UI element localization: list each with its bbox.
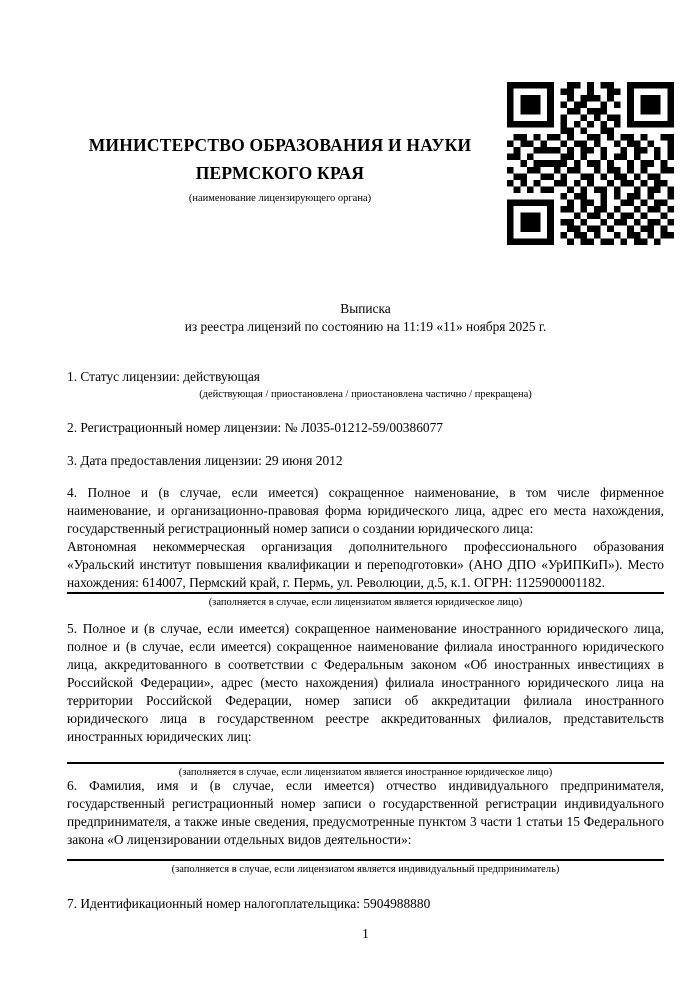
item-2-registration-number	[67, 419, 664, 437]
item-4-legal-entity	[67, 484, 664, 609]
item-3-license-date	[67, 452, 664, 470]
license-status-caption: (действующая / приостановлена / приостановлена частично / прекращена)	[199, 389, 532, 400]
document-title: Выписка	[340, 301, 391, 316]
document-title-block	[67, 300, 664, 336]
entrepreneur-blank-field	[67, 849, 664, 861]
ministry-name-line2: ПЕРМСКОГО КРАЯ	[195, 163, 365, 183]
ministry-name	[60, 131, 500, 187]
ministry-name-caption: (наименование лицензирующего органа)	[188, 193, 372, 204]
legal-entity-caption: (заполняется в случае, если лицензиатом является юридическое лицо)	[208, 597, 523, 608]
license-date-text: 3. Дата предоставления лицензии: 29 июня 2012	[67, 453, 343, 468]
legal-entity-label: 4. Полное и (в случае, если имеется) сокращенное наименование, в том числе фирменное наименование, и организационно-правовая форма юридического лица, адрес его места нахождения, государственный регистрационный номер записи о создании юридического лица:	[67, 485, 664, 536]
item-7-taxpayer-id	[67, 895, 664, 913]
taxpayer-id-text: 7. Идентификационный номер налогоплательщика: 5904988880	[67, 896, 431, 911]
qr-code	[507, 82, 674, 245]
entrepreneur-caption: (заполняется в случае, если лицензиатом является индивидуальный предприниматель)	[171, 864, 560, 875]
foreign-entity-label: 5. Полное и (в случае, если имеется) сокращенное наименование иностранного юридического лица, полное и (в случае, если имеется) сокращенное наименование филиала иностранного юридического лица, аккредитованного в соответствии с Федеральным законом «Об иностранных инвестициях в Российской Федерации», адрес (место нахождения) филиала иностранного юридического лица на территории Российской Федерации, номер записи об аккредитации филиала иностранного юридического лица в государственном реестре аккредитованных филиалов, представительств иностранных юридических лиц:	[67, 621, 664, 744]
item-5-foreign-entity	[67, 620, 664, 779]
document-subtitle: из реестра лицензий по состоянию на 11:19 «11» ноября 2025 г.	[184, 319, 547, 334]
foreign-entity-caption: (заполняется в случае, если лицензиатом является иностранное юридическое лицо)	[178, 767, 553, 778]
qr-code-image	[507, 82, 674, 245]
item-6-entrepreneur	[67, 777, 664, 876]
entrepreneur-label: 6. Фамилия, имя и (в случае, если имеется) отчество индивидуального предпринимателя, государственный регистрационный номер записи о государственной регистрации индивидуального предпринимателя, а также иные сведения, предусмотренные пунктом 3 части 1 статьи 15 Федерального закона «О лицензировании отдельных видов деятельности»:	[67, 778, 664, 847]
ministry-name-line1: МИНИСТЕРСТВО ОБРАЗОВАНИЯ И НАУКИ	[88, 135, 472, 155]
registration-number-text: 2. Регистрационный номер лицензии: № Л035-01212-59/00386077	[67, 420, 443, 435]
legal-entity-value: Автономная некоммерческая организация дополнительного профессионального образования «Уральский институт повышения квалификации и переподготовки» (АНО ДПО «УрИПКиП»). Место нахождения: 614007, Пермский край, г. Пермь, ул. Революции, д.5, к.1. ОГРН: 1125900001182.	[67, 538, 664, 594]
license-status-text: 1. Статус лицензии: действующая	[67, 369, 260, 384]
page-number: 1	[362, 926, 369, 941]
foreign-entity-blank-field	[67, 746, 664, 764]
ministry-header	[60, 131, 500, 205]
item-1-license-status	[67, 368, 664, 401]
